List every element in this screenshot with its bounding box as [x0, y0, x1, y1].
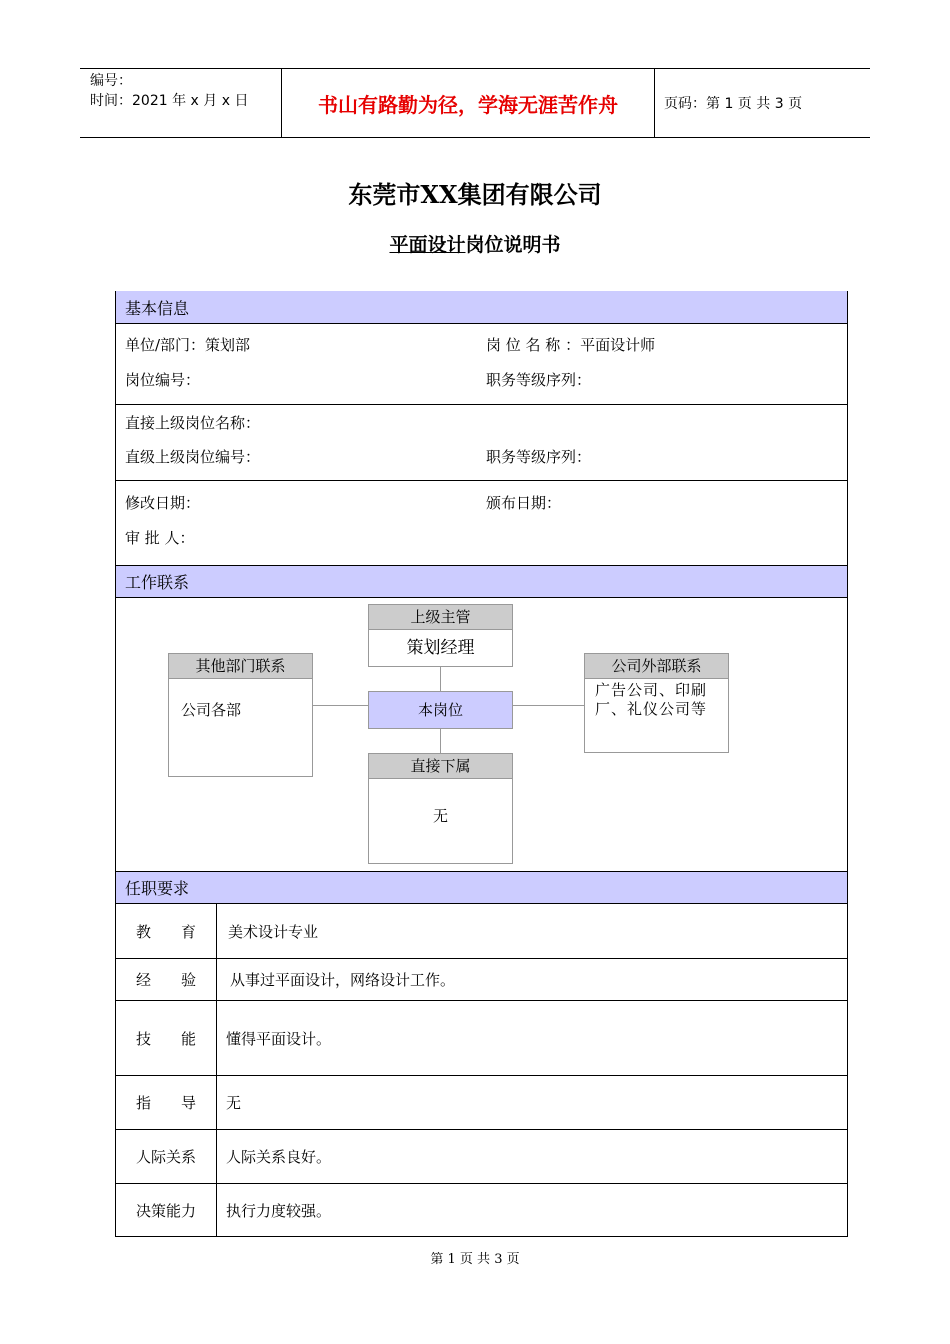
page-footer: 第 1 页 共 3 页: [430, 1252, 520, 1267]
position-number-field: 岗位编号：: [125, 371, 201, 389]
other-dept-box: [168, 653, 313, 777]
req-value-skills: 懂得平面设计。: [226, 1029, 332, 1048]
direct-superior-number-field: 直级上级岗位编号：: [125, 448, 261, 466]
row-divider: [116, 480, 847, 481]
section-requirements: 任职要求: [116, 871, 847, 904]
position-name-field: 岗 位 名 称 ：平面设计师: [486, 336, 656, 354]
job-description-form: [115, 291, 848, 1237]
document-subtitle: [0, 230, 950, 257]
requirements-column-divider: [216, 904, 217, 1237]
header-divider: [654, 69, 655, 137]
other-dept-value: 公司各部: [181, 701, 242, 719]
other-dept-header: 其他部门联系: [169, 654, 312, 679]
section-work-relations: 工作联系: [116, 565, 847, 598]
modify-date-field: 修改日期：: [125, 494, 201, 512]
job-grade-field: 职务等级序列：: [486, 371, 592, 389]
section-basic-info: 基本信息: [116, 291, 847, 324]
company-title: 东莞市XX集团有限公司: [348, 180, 602, 209]
this-position-box: [368, 691, 513, 729]
superior-box: [368, 604, 513, 667]
superior-header: 上级主管: [369, 605, 512, 630]
header-meta: [90, 71, 248, 111]
document-number-label: 编号：: [90, 73, 132, 89]
superior-value: 策划经理: [406, 638, 475, 658]
req-value-relations: 人际关系良好。: [226, 1148, 332, 1166]
req-label-relations: 人际关系: [135, 1148, 196, 1166]
req-value-guidance: 无: [226, 1094, 242, 1112]
subtitle-doc-type: 岗位说明书: [465, 234, 561, 256]
superior-job-grade-field: 职务等级序列：: [486, 448, 592, 466]
issue-date-field: 颁布日期：: [486, 494, 562, 512]
subordinate-header: 直接下属: [369, 754, 512, 779]
req-value-education: 美术设计专业: [228, 922, 319, 941]
req-value-decision: 执行力度较强。: [226, 1202, 332, 1220]
req-label-education: 教 育: [135, 922, 196, 941]
req-label-experience: 经 验: [135, 971, 196, 989]
external-value: 广告公司、印刷厂、礼仪公司等: [595, 681, 708, 718]
row-divider: [116, 404, 847, 405]
unit-dept-field: 单位/部门：策划部: [125, 336, 251, 354]
direct-superior-name-field: 直接上级岗位名称：: [125, 414, 261, 432]
subordinate-value: 无: [432, 807, 448, 825]
header-motto: 书山有路勤为径，学海无涯苦作舟: [318, 92, 618, 117]
subtitle-position: 平面设计: [389, 234, 466, 256]
header-page-info: 页码：第 1 页 共 3 页: [664, 96, 803, 112]
document-header: [80, 68, 870, 138]
req-value-experience: 从事过平面设计，网络设计工作。: [230, 971, 456, 989]
approver-field: 审 批 人：: [125, 529, 195, 547]
subordinate-box: [368, 753, 513, 864]
req-label-guidance: 指 导: [135, 1094, 196, 1112]
external-box: [584, 653, 729, 753]
row-divider: [116, 958, 847, 959]
document-time-label: 时间：2021 年 x 月 x 日: [90, 93, 249, 109]
req-label-decision: 决策能力: [135, 1202, 196, 1220]
this-position-label: 本岗位: [417, 701, 463, 719]
external-header: 公司外部联系: [585, 654, 728, 679]
req-label-skills: 技 能: [135, 1029, 196, 1048]
